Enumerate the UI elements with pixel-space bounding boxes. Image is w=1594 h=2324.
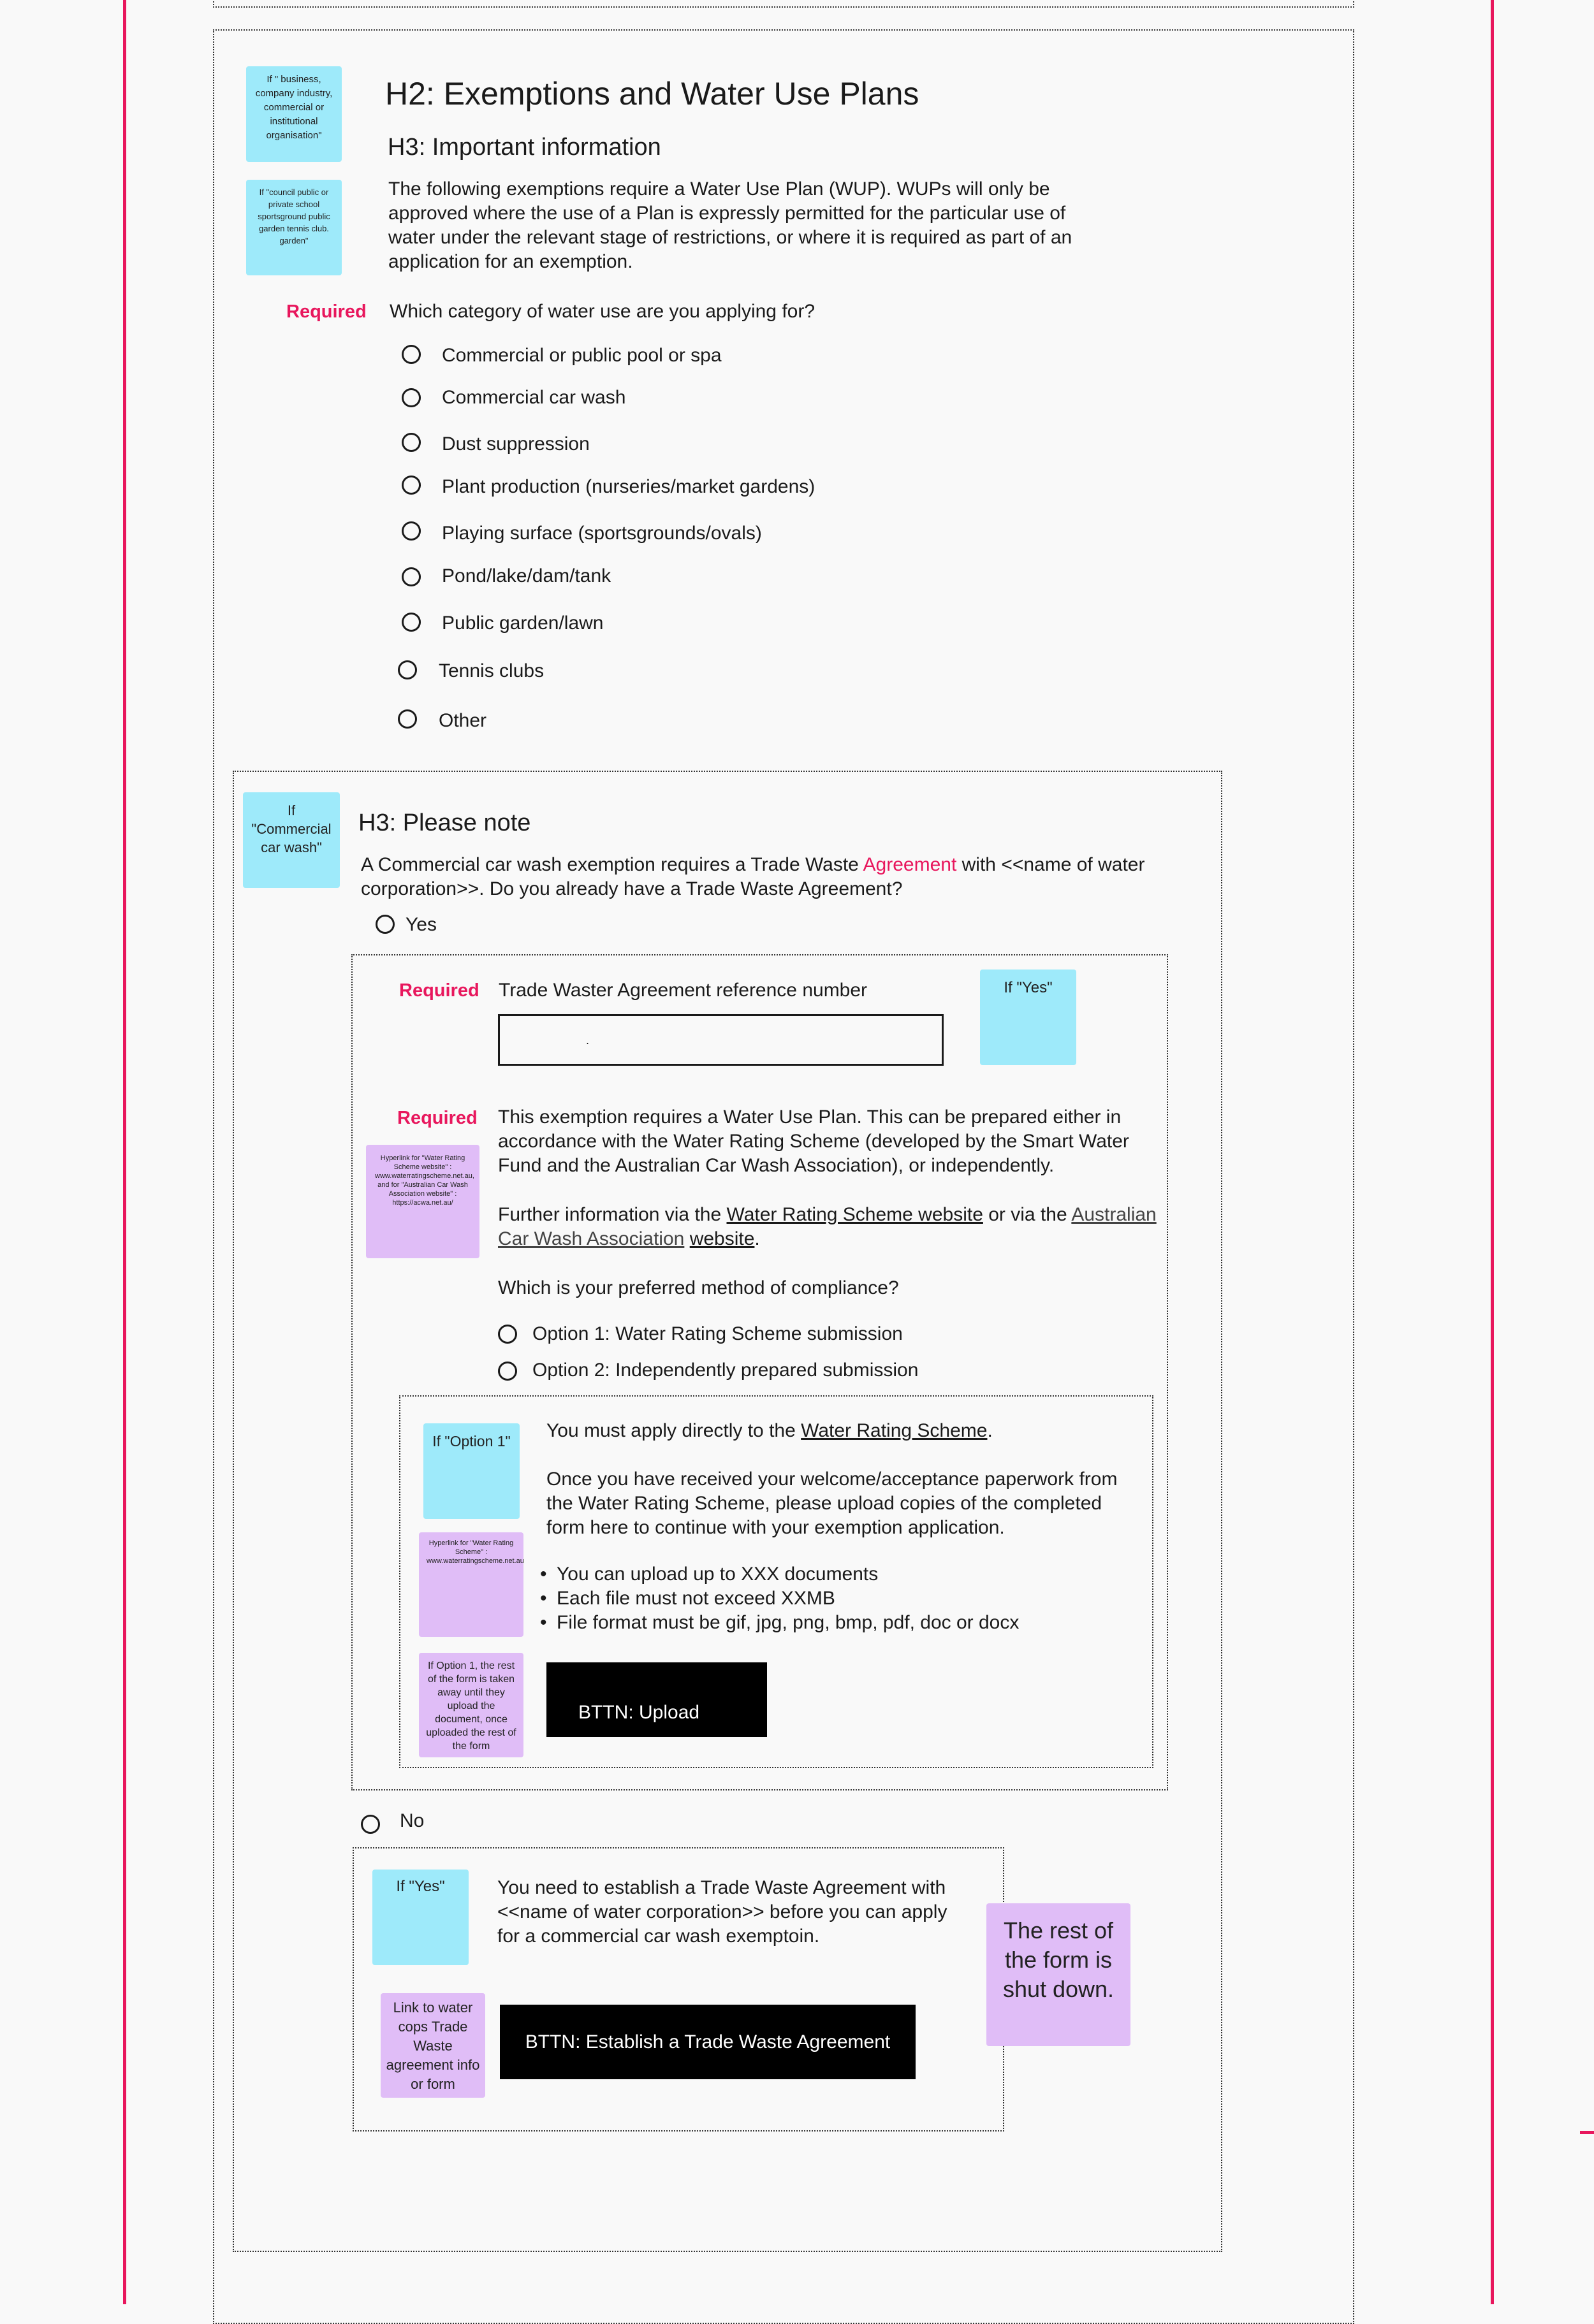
- edge-marker: [1580, 2131, 1594, 2134]
- upload-button[interactable]: BTTN: Upload: [546, 1662, 767, 1737]
- option-label: Tennis clubs: [439, 660, 545, 681]
- required-label: Required: [286, 301, 367, 322]
- option-label: Playing surface (sportsgrounds/ovals): [442, 523, 762, 544]
- option-label: Commercial or public pool or spa: [442, 345, 722, 366]
- agreement-highlight: Agreement: [863, 854, 957, 875]
- radio-plant[interactable]: [402, 476, 421, 495]
- list-item: • File format must be gif, jpg, png, bmp, pdf, doc or docx: [540, 1612, 1020, 1633]
- intro-line: approved where the use of a Plan is expressly permitted for the particular use of: [388, 203, 1066, 224]
- previous-section-frame: [213, 0, 1354, 8]
- establish-line: <<name of water corporation>> before you can apply: [497, 1901, 947, 1922]
- radio-other[interactable]: [398, 709, 417, 729]
- option-label: Public garden/lawn: [442, 613, 604, 634]
- radio-tennis[interactable]: [398, 660, 417, 679]
- option-label: Dust suppression: [442, 433, 590, 454]
- option-label: Commercial car wash: [442, 387, 626, 408]
- acwa-website-link[interactable]: website: [689, 1228, 755, 1249]
- no-label: No: [400, 1810, 425, 1831]
- instruction-line: the Water Rating Scheme, please upload copies of the completed: [546, 1493, 1102, 1514]
- reference-number-label: Trade Waster Agreement reference number: [499, 980, 868, 1001]
- question-line: corporation>>. Do you already have a Trade Waste Agreement?: [361, 878, 903, 899]
- note-if-commercial-car-wash: If "Commercial car wash": [243, 792, 340, 888]
- option-label: Pond/lake/dam/tank: [442, 565, 611, 586]
- option-label: Other: [439, 710, 487, 731]
- list-item: • You can upload up to XXX documents: [540, 1564, 879, 1585]
- option-label: Plant production (nurseries/market gardens): [442, 476, 815, 497]
- radio-playing-surface[interactable]: [402, 521, 421, 541]
- note-hyperlink-wrs: Hyperlink for "Water Rating Scheme" : www.waterratingscheme.net.au: [419, 1532, 523, 1637]
- note-option-1-rest: If Option 1, the rest of the form is taken away until they upload the document, once uploaded the rest of the form: [419, 1653, 523, 1757]
- wup-line: This exemption requires a Water Use Plan. This can be prepared either in: [498, 1107, 1122, 1128]
- note-if-council: If "council public or private school sportsground public garden tennis club. garden": [246, 180, 342, 275]
- wup-line: accordance with the Water Rating Scheme (developed by the Smart Water: [498, 1131, 1129, 1152]
- note-if-business: If " business, company industry, commercial or institutional organisation": [246, 66, 342, 162]
- establish-line: You need to establish a Trade Waste Agreement with: [497, 1877, 946, 1898]
- instruction-line: Once you have received your welcome/acceptance paperwork from: [546, 1469, 1118, 1490]
- option-2-label: Option 2: Independently prepared submission: [532, 1360, 919, 1381]
- option-1-label: Option 1: Water Rating Scheme submission: [532, 1323, 903, 1344]
- further-info-line: Further information via the Water Rating Scheme website or via the Australian: [498, 1204, 1157, 1225]
- establish-line: for a commercial car wash exemptoin.: [497, 1926, 820, 1947]
- page-title: H2: Exemptions and Water Use Plans: [385, 76, 919, 112]
- radio-option-1[interactable]: [498, 1325, 517, 1344]
- yes-label: Yes: [406, 914, 437, 935]
- question-line: A Commercial car wash exemption requires a Trade Waste Agreement with <<name of water: [361, 854, 1145, 875]
- radio-pond[interactable]: [402, 567, 421, 586]
- water-rating-scheme-link[interactable]: Water Rating Scheme: [801, 1420, 988, 1441]
- establish-agreement-button[interactable]: BTTN: Establish a Trade Waste Agreement: [500, 2005, 916, 2079]
- section-heading-please-note: H3: Please note: [358, 810, 531, 836]
- intro-line: water under the relevant stage of restrictions, or where it is required as part of an: [388, 227, 1072, 248]
- intro-line: application for an exemption.: [388, 251, 633, 272]
- radio-option-2[interactable]: [498, 1362, 517, 1381]
- radio-car-wash[interactable]: [402, 388, 421, 407]
- note-if-option-1: If "Option 1": [423, 1423, 520, 1519]
- compliance-question: Which is your preferred method of compliance?: [498, 1277, 899, 1298]
- reference-number-input[interactable]: .: [498, 1014, 944, 1066]
- wup-paragraph: [498, 1105, 1129, 1178]
- list-item: • Each file must not exceed XXMB: [540, 1588, 835, 1609]
- note-if-yes: If "Yes": [372, 1870, 469, 1965]
- page-border-right: [1491, 0, 1494, 2304]
- acwa-link[interactable]: Car Wash Association: [498, 1228, 685, 1249]
- radio-no[interactable]: [361, 1815, 380, 1834]
- note-link-trade-waste: Link to water cops Trade Waste agreement info or form: [381, 1993, 485, 2098]
- radio-public-garden[interactable]: [402, 613, 421, 632]
- radio-dust[interactable]: [402, 433, 421, 452]
- wup-line: Fund and the Australian Car Wash Association), or independently.: [498, 1155, 1055, 1176]
- category-question: Which category of water use are you applying for?: [390, 301, 815, 322]
- acwa-link[interactable]: Australian: [1071, 1204, 1157, 1225]
- required-label: Required: [397, 1108, 478, 1128]
- note-hyperlinks: Hyperlink for "Water Rating Scheme website" : www.waterratingscheme.net.au, and for "Australian Car Wash Association website" : https://acwa.net.au/: [366, 1145, 479, 1258]
- establish-agreement-text: [497, 1876, 947, 1949]
- required-label: Required: [399, 980, 479, 1001]
- upload-instructions: [546, 1467, 1117, 1540]
- note-if-yes: If "Yes": [980, 970, 1076, 1065]
- instruction-line: form here to continue with your exemption application.: [546, 1517, 1005, 1538]
- intro-paragraph: [388, 177, 1072, 274]
- further-info-paragraph: [498, 1203, 1157, 1251]
- intro-line: The following exemptions require a Water Use Plan (WUP). WUPs will only be: [388, 178, 1050, 200]
- note-rest-shut-down: The rest of the form is shut down.: [986, 1903, 1130, 2046]
- water-rating-scheme-link[interactable]: Water Rating Scheme website: [726, 1204, 983, 1225]
- radio-pool-spa[interactable]: [402, 345, 421, 364]
- radio-yes[interactable]: [376, 915, 395, 934]
- section-heading-important: H3: Important information: [388, 134, 661, 161]
- page-border-left: [123, 0, 126, 2304]
- apply-directly-text: You must apply directly to the Water Rating Scheme.: [546, 1420, 993, 1441]
- further-info-line: Car Wash Association website.: [498, 1228, 760, 1249]
- trade-waste-question: [361, 853, 1144, 901]
- upload-rules-list: [540, 1562, 1019, 1635]
